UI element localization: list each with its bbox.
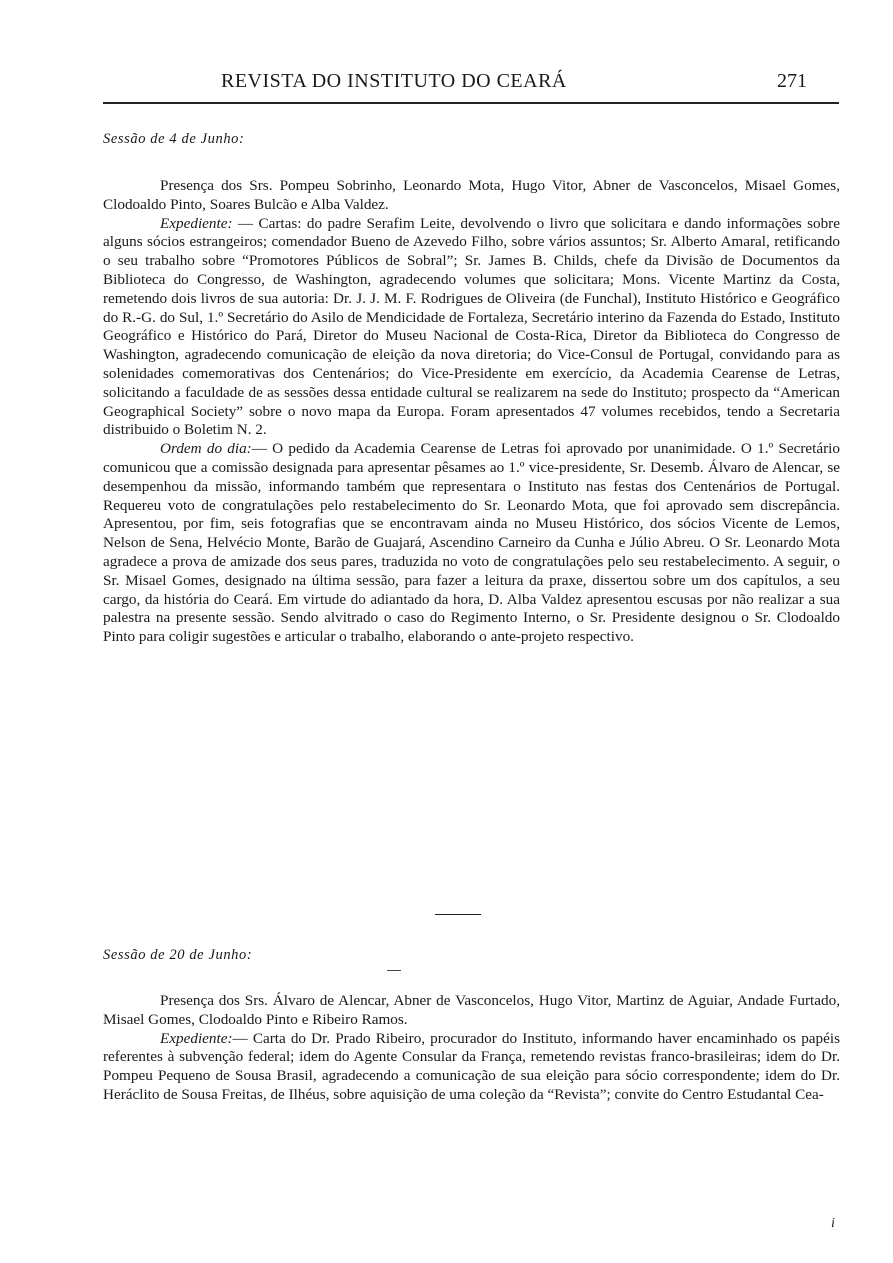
expediente-label: Expediente: bbox=[160, 214, 233, 232]
session-body-june-20 bbox=[103, 992, 840, 1105]
page-number: 271 bbox=[777, 70, 807, 92]
section-separator bbox=[435, 914, 481, 915]
session-heading-june-20: Sessão de 20 de Junho: bbox=[103, 947, 253, 963]
session-body-june-4 bbox=[103, 177, 840, 647]
running-header bbox=[103, 70, 839, 104]
ordem-do-dia-paragraph bbox=[103, 440, 840, 647]
small-rule bbox=[387, 970, 401, 971]
expediente-paragraph-2 bbox=[103, 1030, 840, 1105]
presence-paragraph-2: Presença dos Srs. Álvaro de Alencar, Abner de Vasconcelos, Hugo Vitor, Martinz de Aguiar, Andade Furtado, Misael Gomes, Clodoaldo Pinto e Ribeiro Ramos. bbox=[103, 992, 840, 1028]
expediente-label-2: Expediente: bbox=[160, 1029, 233, 1047]
journal-title: REVISTA DO INSTITUTO DO CEARÁ bbox=[221, 70, 567, 92]
expediente-paragraph bbox=[103, 215, 840, 441]
presence-paragraph: Presença dos Srs. Pompeu Sobrinho, Leonardo Mota, Hugo Vitor, Abner de Vasconcelos, Misael Gomes, Clodoaldo Pinto, Soares Bulcão e Alba Valdez. bbox=[103, 177, 840, 213]
page-mark: i bbox=[831, 1216, 835, 1231]
ordem-do-dia-label: Ordem do dia: bbox=[160, 440, 252, 458]
expediente-text-2: — Carta do Dr. Prado Ribeiro, procurador do Instituto, informando haver encaminhado os papéis referentes à subvenção federal; idem do Agente Consular da França, remetendo revistas franco-brasileiras; idem do Dr. Pompeu Pequeno de Sousa Brasil, agradecendo a comunicação de sua eleição para sócio correspondente; idem do Dr. Heráclito de Sousa Freitas, de Ilhéus, sobre aquisição de uma coleção da “Revista”; convite do Centro Estudantal Cea- bbox=[103, 1029, 840, 1103]
session-heading-june-4: Sessão de 4 de Junho: bbox=[103, 131, 245, 147]
ordem-do-dia-text: — O pedido da Academia Cearense de Letras foi aprovado por unanimidade. O 1.º Secretário comunicou que a comissão designada para apresentar pêsames ao 1.º vice-presidente, Sr. Desemb. Álvaro de Alencar, se desempenhou da missão, informando também que representara o Instituto nas festas dos Centenários de Portugal. Requereu voto de congratulações pelo restabelecimento do Sr. Leonardo Mota, que foi aprovado sem discrepância. Apresentou, por fim, seis fotografias que se encontravam ainda no Museu Histórico, dos sócios Vicente de Lemos, Nelson de Sena, Helvécio Monte, Barão de Guajará, Ascendino Carneiro da Cunha e Júlio Abreu. O Sr. Leonardo Mota agradece a prova de amizade dos seus pares, traduzida no voto de congratulações pelo seu restabelecimento. A seguir, o Sr. Misael Gomes, designado na última sessão, para fazer a leitura da praxe, dissertou sobre um dos capítulos, a seu cargo, da história do Ceará. Em virtude do adiantado da hora, D. Alba Valdez apresentou escusas por não realizar a sua palestra na presente sessão. Sendo alvitrado o caso do Regimento Interno, o Sr. Presidente designou o Sr. Clodoaldo Pinto para coligir sugestões e articular o trabalho, elaborando o ante-projeto respectivo. bbox=[103, 440, 840, 646]
expediente-text: — Cartas: do padre Serafim Leite, devolvendo o livro que solicitara e dando informações sobre alguns sócios estrangeiros; comendador Bueno de Azevedo Filho, sobre vários assuntos; Sr. Alberto Amaral, retificando o seu trabalho sobre “Promotores Públicos de Sobral”; Sr. James B. Childs, chefe da Divisão de Documentos da Biblioteca do Congresso, de Washington, agradecendo volumes que solicitara; Mons. Vicente Martinz da Costa, remetendo dois livros de sua autoria: Dr. J. J. M. F. Rodrigues de Oliveira (de Funchal), Instituto Histórico e Geográfico do R.-G. do Sul, 1.º Secretário do Asilo de Mendicidade de Fortaleza, Secretário interino da Fazenda do Estado, Instituto Geográfico e Histórico do Pará, Diretor do Museu Nacional de Costa-Rica, Diretor da Biblioteca do Congresso de Washington, agradecendo comunicação de eleição da nova diretoria; do Vice-Consul de Portugal, convidando para as solenidades comemorativas dos Centenários; do Vice-Presidente em exercício, da Academia Cearense de Letras, solicitando a faculdade de as sessões dessa entidade cultural se realizarem na sede do Instituto; prospecto da “American Geographical Society” sobre o novo mapa da Europa. Foram apresentados 47 volumes recebidos, tendo a Secretaria distribuido o Boletim N. 2. bbox=[103, 214, 840, 439]
